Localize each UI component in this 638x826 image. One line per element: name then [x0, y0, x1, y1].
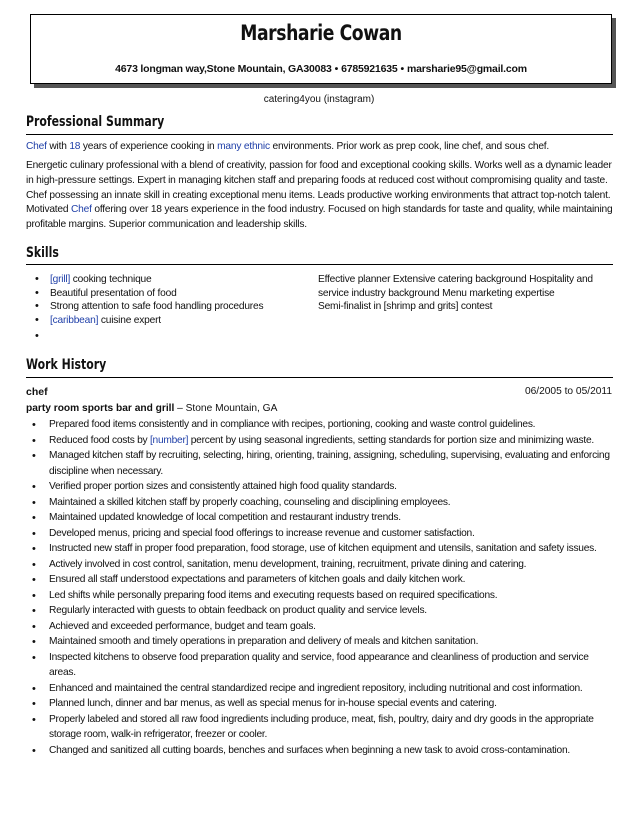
work-bullet	[32, 417, 617, 433]
bullet-text: Reduced food costs by	[49, 434, 150, 446]
summary-text: Energetic culinary professional with a blend of creativity, passion for food and exceptional cooking skills. Works well as a dynamic leader in high-pressure settings. Expert in managing kitchen staff and preparing foods at reduced cost without compromising quality and taste. Chef possessing an innate skill in creating exceptional menu items. Leads productive working environments that attract top-notch talent. Motivated	[26, 160, 612, 216]
bullet-icon: •	[32, 651, 36, 664]
bullet-text: Regularly interacted with guests to obtain feedback on product quality and service levels.	[49, 605, 427, 616]
highlight-ethnic: many ethnic	[217, 141, 270, 152]
work-bullet	[32, 572, 617, 588]
summary-intro	[26, 140, 616, 153]
bullet-icon: •	[35, 286, 39, 299]
skill-item	[35, 287, 295, 301]
bullet-text: Achieved and exceeded performance, budget and team goals.	[49, 620, 316, 632]
bullet-text: Prepared food items consistently and in compliance with recipes, portioning, cooking and waste control guidelines.	[49, 419, 536, 430]
work-bullet	[32, 510, 617, 526]
highlight-chef: Chef	[26, 141, 47, 152]
work-bullet	[32, 696, 617, 712]
bullet-text: Properly labeled and stored all raw food ingredients including produce, meat, fish, poultry, dairy and dry goods in the appropriate storage room, walk-in refrigerator, freezer or cooler.	[49, 713, 594, 740]
bullet-text: Changed and sanitized all cutting boards, benches and surfaces when beginning a new task to avoid cross-contamination.	[49, 744, 570, 756]
bullet-text: Inspected kitchens to observe food preparation quality and service, food appearance and cleanliness of production and service areas.	[49, 651, 589, 678]
work-bullet	[32, 743, 617, 759]
address: 4673 longman way,Stone Mountain, GA30083	[115, 63, 332, 75]
summary-text: environments. Prior work as prep cook, line chef, and sous chef.	[269, 141, 550, 152]
skill-item	[35, 330, 295, 344]
skill-item	[35, 314, 295, 328]
social-handle: catering4you (instagram)	[263, 94, 375, 105]
bullet-text: Planned lunch, dinner and bar menus, as well as special menus for in-house special events and catering.	[49, 698, 497, 709]
section-divider	[26, 264, 613, 265]
bullet-icon: •	[32, 434, 36, 447]
bullet-text: Maintained updated knowledge of local competition and restaurant industry trends.	[49, 512, 401, 523]
bullet-icon: •	[32, 527, 36, 540]
bullet-separator: •	[334, 63, 339, 75]
work-bullet	[32, 603, 617, 619]
bullet-icon: •	[32, 605, 36, 617]
bullet-icon: •	[35, 330, 39, 342]
bullet-icon: •	[32, 636, 36, 648]
header-box	[30, 14, 612, 84]
skill-item: Effective planner Extensive catering background Hospitality and service industry background Menu marketing expertise	[318, 274, 593, 299]
work-bullet	[32, 634, 617, 650]
bullet-icon: •	[35, 313, 39, 326]
bullet-icon: •	[32, 698, 36, 710]
work-bullet	[32, 433, 617, 449]
bullet-text: Developed menus, pricing and special food offerings to increase revenue and customer satisfaction.	[49, 527, 475, 539]
summary-title: Professional Summary	[26, 114, 165, 130]
bullet-text: Led shifts while personally preparing food items and executing requests based on required specifications.	[49, 589, 498, 601]
contact-line	[31, 63, 611, 75]
skills-title: Skills	[26, 245, 59, 261]
skill-text: Strong attention to safe food handling procedures	[50, 301, 264, 312]
bullet-icon: •	[32, 543, 36, 555]
summary-text: years of experience cooking in	[80, 141, 218, 152]
skill-item: Semi-finalist in [shrimp and grits] contest	[318, 301, 493, 312]
bullet-icon: •	[32, 589, 36, 602]
work-title: Work History	[26, 357, 107, 373]
skill-item	[35, 300, 295, 314]
work-bullets	[32, 417, 617, 758]
bullet-icon: •	[32, 481, 36, 493]
bullet-text: Enhanced and maintained the central standardized recipe and ingredient repository, including nutritional and cost information.	[49, 682, 583, 694]
bullet-text: Verified proper portion sizes and consistently attained high food quality standards.	[49, 481, 397, 492]
bullet-icon: •	[32, 496, 36, 509]
skill-highlight: [caribbean]	[50, 314, 99, 326]
work-bullet	[32, 681, 617, 697]
bullet-separator: •	[400, 63, 404, 75]
skill-text: Beautiful presentation of food	[50, 287, 177, 299]
job-title: chef	[26, 386, 48, 398]
bullet-icon: •	[32, 682, 36, 695]
section-divider	[26, 134, 613, 135]
bullet-text: Ensured all staff understood expectations and parameters of kitchen goals and daily kitchen work.	[49, 574, 466, 585]
bullet-text: Maintained a skilled kitchen staff by properly coaching, counseling and disciplining employees.	[49, 496, 451, 508]
work-bullet	[32, 526, 617, 542]
bullet-icon: •	[32, 558, 36, 571]
skill-text: cooking technique	[70, 274, 152, 285]
work-bullet	[32, 557, 617, 573]
bullet-icon: •	[35, 300, 39, 312]
job-dates: 06/2005 to 05/2011	[524, 386, 612, 397]
work-bullet	[32, 479, 617, 495]
work-bullet	[32, 712, 617, 743]
email: marsharie95@gmail.com	[406, 63, 527, 75]
bullet-text: Instructed new staff in proper food preparation, food storage, use of kitchen equipment and utensils, sanitation and safety issues.	[49, 543, 597, 554]
skill-item	[35, 273, 295, 287]
bullet-icon: •	[32, 512, 36, 524]
bullet-text: Managed kitchen staff by recruiting, selecting, hiring, orienting, training, assigning, scheduling, supervising, evaluating and enforcing discipline when necessary.	[49, 450, 610, 477]
section-divider	[26, 377, 613, 378]
highlight-chef: Chef	[71, 204, 92, 216]
skills-right-column	[318, 273, 618, 314]
work-bullet	[32, 619, 617, 635]
bullet-icon: •	[32, 620, 36, 633]
work-bullet	[32, 588, 617, 604]
bullet-icon: •	[35, 273, 39, 285]
company-name: party room sports bar and grill	[26, 403, 175, 414]
work-bullet	[32, 541, 617, 557]
bullet-icon: •	[32, 419, 36, 431]
company-location: – Stone Mountain, GA	[174, 403, 278, 414]
candidate-name: Marsharie Cowan	[240, 21, 402, 45]
bullet-text: percent by using seasonal ingredients, setting standards for portion size and minimizing waste.	[188, 434, 594, 446]
summary-paragraph	[26, 159, 616, 233]
bullet-icon: •	[32, 574, 36, 586]
bullet-icon: •	[32, 744, 36, 757]
job-company	[26, 403, 277, 414]
work-bullet	[32, 650, 617, 681]
bullet-icon: •	[32, 450, 36, 462]
phone: 6785921635	[341, 63, 398, 75]
summary-text: offering over 18 years experience in the food industry. Focused on high standards for taste and quality, while maintaining profitable margins. Superior communication and leadership skills.	[26, 204, 613, 231]
work-bullet	[32, 448, 617, 479]
highlight-years: 18	[69, 141, 81, 152]
bullet-text: Actively involved in cost control, sanitation, menu development, training, recruitment, private dining and catering.	[49, 558, 527, 570]
summary-text: with	[46, 141, 70, 152]
work-bullet	[32, 495, 617, 511]
bullet-highlight: [number]	[149, 434, 189, 446]
skill-text: cuisine expert	[98, 314, 161, 326]
skills-left-column	[35, 273, 295, 344]
skill-highlight: [grill]	[50, 274, 71, 285]
bullet-text: Maintained smooth and timely operations in preparation and delivery of meals and kitchen sanitation.	[49, 636, 479, 647]
bullet-icon: •	[32, 713, 36, 726]
